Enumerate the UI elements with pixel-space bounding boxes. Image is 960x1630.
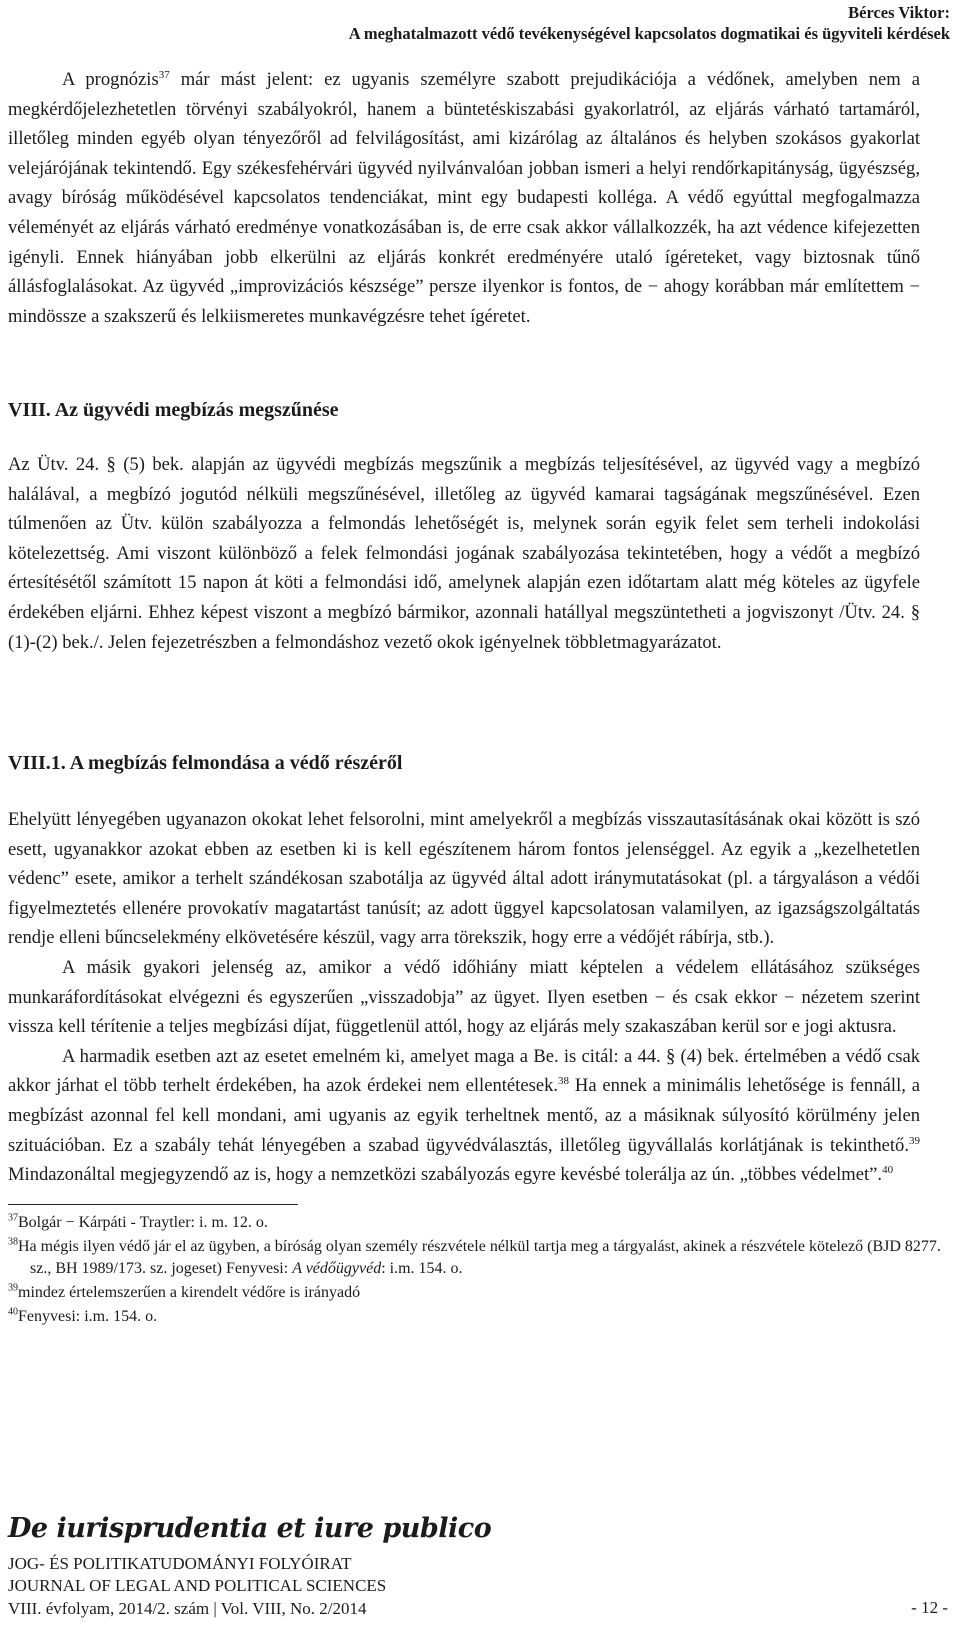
footnote-37: $^{37}$Bolgár − Kárpáti - Traytler: i. m. 12. o. bbox=[8, 1212, 268, 1231]
paragraph-section-8: Az Ütv. 24. § (5) bek. alapján az ügyvédi megbízás megszűnik a megbízás teljesítésével, az ügyvéd vagy a megbízó halálával, a megbízó jogutód nélküli megszűnésével, illetőleg az ügyvéd kamarai tagságának megszűnésével. Ezen túlmenően az Ütv. külön szabályozza a felmondás lehetőségét is, melynek során egyik felet sem terheli indokolási kötelezettség. Ami viszont különböző a felek felmondási jogának szabályozása tekintetében, hogy a védőt a megbízó értesítésétől számított 15 napon át köti a felmondási idő, amelynek alapján ezen időtartam alatt még köteles az ügyfele érdekében eljárni. Ehhez képest viszont a megbízó bármikor, azonnali hatállyal megszüntetheti a jogviszonyt /Ütv. 24. § (1)-(2) bek./. Jelen fejezetrészben a felmondáshoz vezető okok igényelnek többletmagyarázatot. bbox=[8, 454, 920, 653]
footnote-divider bbox=[8, 1204, 298, 1205]
paragraph-prognosis: A prognózis$^{37}$ már mást jelent: ez ugyanis személyre szabott prejudikációja a védőnek, amelyben nem a megkérdőjelezhetetlen törvényi szabályokról, hanem a büntetéskiszabási gyakorlatról, az eljárás várható tartamáról, illetőleg minden egyéb olyan tényezőről ad felvilágosítást, ami kizárólag az általános és helyben szokásos gyakorlat velejárójának tekintendő. Egy székesfehérvári ügyvéd nyilvánvalóan jobban ismeri a helyi rendőrkapitányság, ügyészség, avagy bíróság működésével kapcsolatos tendenciákat, mint egy budapesti kolléga. A védő egyúttal megfogalmazza véleményét az eljárás várható eredménye vonatkozásában is, de erre csak akkor vállalkozzék, ha azt védence kifejezetten igényli. Ennek hiányában jobb elkerülni az eljárás konkrét eredményére utaló ígéreteket, vagy biztosnak tűnő állásfoglalásokat. Az ügyvéd „improvizációs készsége” persze ilyenkor is fontos, de − ahogy korábban már említettem − mindössze a szakszerű és lelkiismeretes munkavégzésre tehet ígéretet. bbox=[8, 68, 920, 327]
journal-title: De iurisprudentia et iure publico bbox=[8, 1513, 492, 1544]
section-heading-8: VIII. Az ügyvédi megbízás megszűnése bbox=[8, 399, 339, 421]
footnote-39: $^{39}$mindez értelemszerűen a kirendelt védőre is irányadó bbox=[8, 1282, 361, 1301]
page-number: - 12 - bbox=[911, 1598, 948, 1617]
paragraph-8-1-first: Ehelyütt lényegében ugyanazon okokat lehet felsorolni, mint amelyekről a megbízás visszautasításának okai között is szó esett, ugyanakkor azokat ebben az esetben ki is kell egészítenem három fontos jelenséggel. Az egyik a „kezelhetetlen védenc” esete, amikor a terhelt szándékosan szabotálja az ügyvéd által adott iránymutatásokat (pl. a tárgyaláson a védői figyelmeztetés ellenére provokatív magatartást tanúsít; az adott üggyel kapcsolatosan valamilyen, az igazságszolgáltatás rendje elleni bűncselekmény elkövetésére készül, vagy arra törekszik, hogy erre a védőjét rábírja, stb.). bbox=[8, 809, 920, 949]
footnote-40: $^{40}$Fenyvesi: i.m. 154. o. bbox=[8, 1306, 158, 1325]
footnote-38: $^{38}$Ha mégis ilyen védő jár el az ügyben, a bíróság olyan személy részvétele nélkül tartja meg a tárgyalást, akinek a részvétele kötelező (BJD 8277. sz., BH 1989/173. sz. jogeset) Fenyvesi: A védőügyvéd: i.m. 154. o. bbox=[8, 1236, 941, 1277]
paragraph-8-1-third: A harmadik esetben azt az esetet emelném ki, amelyet maga a Be. is citál: a 44. § (4) bek. értelmében a védő csak akkor járhat el több terhelt érdekében, ha azok érdekei nem ellentétesek.$^{38}$ Ha ennek a minimális lehetősége is fennáll, a megbízást azonnal fel kell mondani, ami ugyanis az egyik terheltnek mentő, az a másiknak súlyosító körülmény jelen szituációban. Ez a szabály tehát lényegében a szabad ügyvédválasztás, illetőleg ügyvállalás korlátjának is tekinthető.$^{39}$ Mindazonáltal megjegyzendő az is, hogy a nemzetközi szabályozás egyre kevésbé tolerálja az ún. „többes védelmet”.$^{40}$ bbox=[8, 1045, 920, 1186]
footnote-ref-40[interactable]: 40 bbox=[882, 1163, 894, 1176]
header-author: Bérces Viktor: bbox=[848, 3, 950, 22]
footnote-ref-39[interactable]: 39 bbox=[909, 1134, 920, 1147]
running-header bbox=[349, 2, 950, 44]
journal-subtitle-hu: JOG- ÉS POLITIKATUDOMÁNYI FOLYÓIRAT bbox=[8, 1554, 352, 1573]
section-8-1-body bbox=[8, 805, 920, 1190]
journal-subtitle-en: JOURNAL OF LEGAL AND POLITICAL SCIENCES bbox=[8, 1576, 387, 1595]
footnote-ref-38[interactable]: 38 bbox=[558, 1075, 570, 1088]
paragraph-8-1-second: A másik gyakori jelenség az, amikor a védő időhiány miatt képtelen a védelem ellátásához szükséges munkaráfordításokat elvégezni és egyszerűen „visszadobja” az ügyet. Ilyen esetben − és csak ekkor − nézetem szerint vissza kell térítenie a teljes megbízási díjat, függetlenül attól, hogy az eljárás mely szakaszában kerül sor e jogi aktusra. bbox=[8, 956, 920, 1038]
section-heading-8-1: VIII.1. A megbízás felmondása a védő részéről bbox=[8, 752, 403, 774]
footnote-ref-37[interactable]: 37 bbox=[158, 68, 170, 81]
journal-issue: VIII. évfolyam, 2014/2. szám | Vol. VIII, No. 2/2014 bbox=[8, 1599, 367, 1618]
header-title: A meghatalmazott védő tevékenységével kapcsolatos dogmatikai és ügyviteli kérdések bbox=[348, 24, 950, 43]
